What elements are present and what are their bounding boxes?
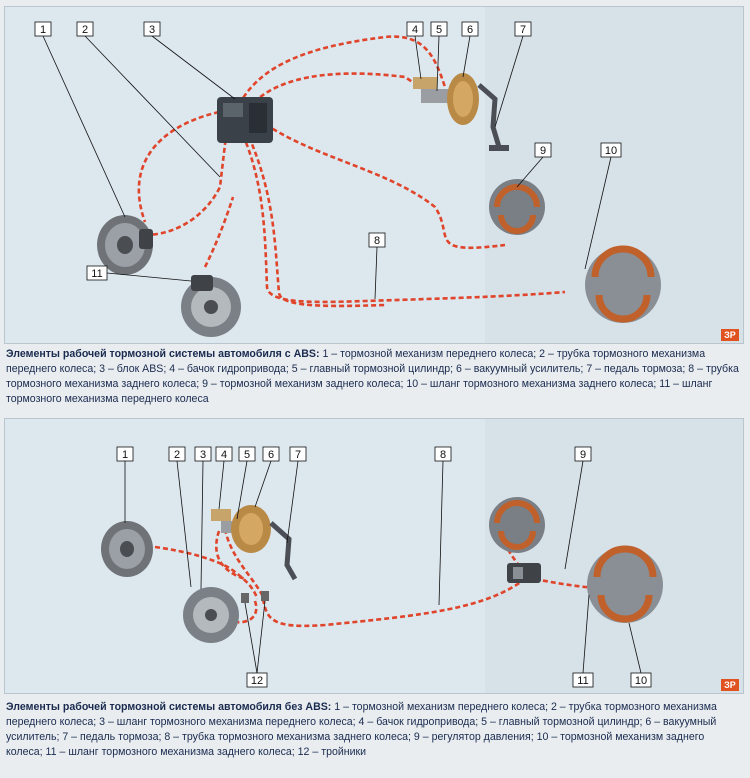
rear-brake-drum-lower xyxy=(585,247,661,323)
front-brake-disc-lower xyxy=(183,587,239,643)
rear-brake-drum-upper xyxy=(489,497,545,553)
callout-2-text: 2 xyxy=(173,449,181,461)
callout-8 xyxy=(369,233,385,247)
callout-8 xyxy=(435,447,451,461)
callout-6 xyxy=(263,447,279,461)
callout-11 xyxy=(87,266,107,280)
callout-6-text: 6 xyxy=(267,449,275,461)
callout-4 xyxy=(216,447,232,461)
callout-7 xyxy=(290,447,306,461)
callout-2 xyxy=(169,447,185,461)
callout-11-text: 11 xyxy=(91,268,103,280)
callout-11 xyxy=(573,673,593,687)
abs-block xyxy=(217,97,273,143)
callout-4 xyxy=(407,22,423,36)
brake-pedal xyxy=(271,523,295,579)
callout-10-text: 10 xyxy=(604,145,618,157)
callout-1-text: 1 xyxy=(121,449,129,461)
callout-7 xyxy=(515,22,531,36)
callout-7-text: 7 xyxy=(294,449,302,461)
callout-4-text: 4 xyxy=(220,449,228,461)
callout-5-text: 5 xyxy=(435,24,443,36)
abs-diagram-panel xyxy=(4,6,744,344)
pressure-regulator xyxy=(507,563,541,583)
callout-5-text: 5 xyxy=(243,449,251,461)
callout-11-text: 11 xyxy=(577,675,589,687)
callout-9 xyxy=(575,447,591,461)
publisher-badge: ЗР xyxy=(721,679,739,691)
callout-2 xyxy=(77,22,93,36)
callout-9-text: 9 xyxy=(579,449,587,461)
rear-brake-drum-upper xyxy=(489,179,545,235)
no-abs-diagram-panel xyxy=(4,418,744,694)
callout-1 xyxy=(117,447,133,461)
callout-4-text: 4 xyxy=(411,24,419,36)
front-brake-disc-lower xyxy=(181,275,241,337)
callout-1 xyxy=(35,22,51,36)
callout-5 xyxy=(239,447,255,461)
abs-caption-title: Элементы рабочей тормозной системы автомобиля с ABS: xyxy=(6,348,320,360)
callout-2-text: 2 xyxy=(81,24,89,36)
callout-10 xyxy=(631,673,651,687)
no-abs-caption-title: Элементы рабочей тормозной системы автомобиля без ABS: xyxy=(6,701,332,713)
callout-9 xyxy=(535,143,551,157)
callout-9-text: 9 xyxy=(539,145,547,157)
callout-5 xyxy=(431,22,447,36)
callout-3 xyxy=(195,447,211,461)
callout-8-text: 8 xyxy=(439,449,447,461)
callout-6 xyxy=(462,22,478,36)
callout-7-text: 7 xyxy=(519,24,527,36)
callout-10-text: 10 xyxy=(634,675,648,687)
front-brake-disc-upper xyxy=(101,521,153,577)
booster-assembly xyxy=(413,73,479,125)
abs-caption-text: 1 – тормозной механизм переднего колеса; 2 – трубка тормозного механизма переднего колеса; 3 – блок ABS; 4 – бачок гидропривода; 5 – главный тормозной цилиндр; 6 – вакуумный усилитель; 7 – педаль тормоза; 8 – трубка тормозного механизма заднего колеса; 9 – тормозной механизм заднего колеса; 10 – шланг тормозного механизма заднего колеса; 11 – шланг тормозного механизма переднего колеса xyxy=(6,348,739,405)
no-abs-caption xyxy=(6,700,742,760)
callout-10 xyxy=(601,143,621,157)
callout-12 xyxy=(247,673,267,687)
callout-8-text: 8 xyxy=(373,235,381,247)
callout-12-text: 12 xyxy=(250,675,264,687)
no-abs-caption-text: 1 – тормозной механизм переднего колеса; 2 – трубка тормозного механизма переднего колеса; 3 – шланг тормозного механизма переднего колеса; 4 – бачок гидропривода; 5 – главный тормозной цилиндр; 6 – вакуумный усилитель; 7 – педаль тормоза; 8 – трубка тормозного механизма заднего колеса; 9 – регулятор давления; 10 – тормозной механизм заднего колеса; 11 – шланг тормозного механизма заднего колеса; 12 – тройники xyxy=(6,701,717,758)
rear-brake-drum-lower xyxy=(587,547,663,623)
abs-diagram-svg xyxy=(5,7,743,343)
callout-1-text: 1 xyxy=(39,24,47,36)
callout-3-text: 3 xyxy=(199,449,207,461)
booster-assembly xyxy=(211,505,271,553)
callout-3 xyxy=(144,22,160,36)
callout-3-text: 3 xyxy=(148,24,156,36)
callout-6-text: 6 xyxy=(466,24,474,36)
no-abs-diagram-svg xyxy=(5,419,743,693)
abs-caption xyxy=(6,347,742,407)
publisher-badge: ЗР xyxy=(721,329,739,341)
